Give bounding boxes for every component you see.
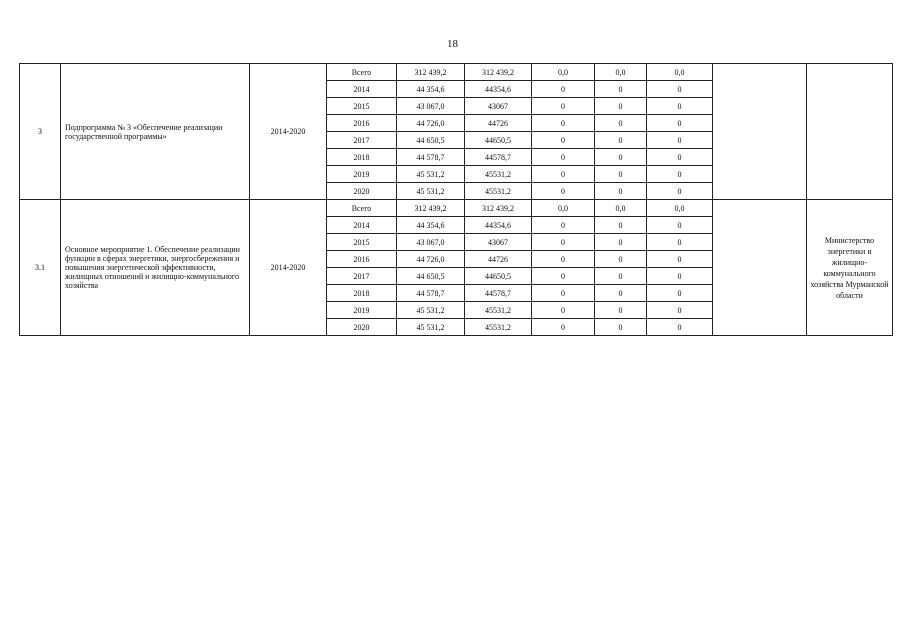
regional-budget-cell: 43067 (465, 98, 532, 115)
program-name-cell: Основное мероприятие 1. Обеспечение реализации функции в сферах энергетики, энергосбережения и повышения энергетической эффективности, жилищных отношений и жилищно-коммунального хозяйства (61, 200, 250, 336)
regional-budget-cell: 44354,6 (465, 81, 532, 98)
empty-indicator-cell (713, 200, 807, 336)
other-sources-cell: 0 (647, 166, 713, 183)
local-budget-cell: 0 (595, 166, 647, 183)
other-sources-cell: 0 (647, 183, 713, 200)
year-cell: 2020 (327, 319, 397, 336)
local-budget-cell: 0,0 (595, 64, 647, 81)
other-sources-cell: 0 (647, 217, 713, 234)
federal-budget-cell: 0 (532, 268, 595, 285)
federal-budget-cell: 0 (532, 234, 595, 251)
year-cell: 2018 (327, 149, 397, 166)
local-budget-cell: 0 (595, 285, 647, 302)
local-budget-cell: 0 (595, 251, 647, 268)
other-sources-cell: 0 (647, 234, 713, 251)
page-number: 18 (447, 38, 458, 50)
other-sources-cell: 0 (647, 251, 713, 268)
year-cell: 2019 (327, 302, 397, 319)
regional-budget-cell: 45531,2 (465, 183, 532, 200)
federal-budget-cell: 0 (532, 302, 595, 319)
regional-budget-cell: 44578,7 (465, 149, 532, 166)
budget-table (19, 63, 893, 336)
year-cell: 2018 (327, 285, 397, 302)
other-sources-cell: 0 (647, 268, 713, 285)
regional-budget-cell: 44726 (465, 115, 532, 132)
federal-budget-cell: 0 (532, 251, 595, 268)
table-row (20, 200, 893, 217)
local-budget-cell: 0 (595, 183, 647, 200)
empty-indicator-cell (713, 64, 807, 200)
regional-budget-cell: 44354,6 (465, 217, 532, 234)
federal-budget-cell: 0 (532, 115, 595, 132)
year-cell: 2016 (327, 251, 397, 268)
total-cell: 44 726,0 (397, 251, 465, 268)
other-sources-cell: 0,0 (647, 64, 713, 81)
year-cell: 2015 (327, 98, 397, 115)
total-cell: 44 650,5 (397, 268, 465, 285)
row-number-cell: 3 (20, 64, 61, 200)
total-cell: 43 067,0 (397, 98, 465, 115)
total-cell: 45 531,2 (397, 166, 465, 183)
other-sources-cell: 0 (647, 285, 713, 302)
period-cell: 2014-2020 (250, 200, 327, 336)
total-cell: 44 578,7 (397, 285, 465, 302)
year-cell: 2014 (327, 81, 397, 98)
federal-budget-cell: 0 (532, 132, 595, 149)
local-budget-cell: 0 (595, 81, 647, 98)
local-budget-cell: 0 (595, 302, 647, 319)
local-budget-cell: 0 (595, 268, 647, 285)
year-cell: 2017 (327, 132, 397, 149)
total-cell: 44 578,7 (397, 149, 465, 166)
other-sources-cell: 0 (647, 98, 713, 115)
local-budget-cell: 0 (595, 319, 647, 336)
other-sources-cell: 0 (647, 319, 713, 336)
federal-budget-cell: 0 (532, 217, 595, 234)
table-body (20, 64, 893, 336)
federal-budget-cell: 0 (532, 183, 595, 200)
total-cell: 45 531,2 (397, 302, 465, 319)
total-cell: 43 067,0 (397, 234, 465, 251)
total-cell: 312 439,2 (397, 200, 465, 217)
local-budget-cell: 0 (595, 234, 647, 251)
total-cell: 44 354,6 (397, 81, 465, 98)
local-budget-cell: 0 (595, 149, 647, 166)
year-cell: 2015 (327, 234, 397, 251)
year-cell: 2017 (327, 268, 397, 285)
row-number-cell: 3.1 (20, 200, 61, 336)
local-budget-cell: 0 (595, 217, 647, 234)
local-budget-cell: 0 (595, 115, 647, 132)
total-cell: 44 354,6 (397, 217, 465, 234)
federal-budget-cell: 0 (532, 285, 595, 302)
other-sources-cell: 0 (647, 132, 713, 149)
responsible-executor-cell: Министерство энергетики и жилищно-коммунального хозяйства Мурманской области (807, 200, 893, 336)
other-sources-cell: 0 (647, 115, 713, 132)
other-sources-cell: 0 (647, 81, 713, 98)
local-budget-cell: 0,0 (595, 200, 647, 217)
regional-budget-cell: 44726 (465, 251, 532, 268)
total-cell: 45 531,2 (397, 183, 465, 200)
federal-budget-cell: 0,0 (532, 200, 595, 217)
federal-budget-cell: 0 (532, 98, 595, 115)
regional-budget-cell: 44578,7 (465, 285, 532, 302)
federal-budget-cell: 0 (532, 149, 595, 166)
federal-budget-cell: 0 (532, 81, 595, 98)
regional-budget-cell: 45531,2 (465, 302, 532, 319)
program-name-cell: Подпрограмма № 3 «Обеспечение реализации государственной программы» (61, 64, 250, 200)
local-budget-cell: 0 (595, 132, 647, 149)
period-cell: 2014-2020 (250, 64, 327, 200)
federal-budget-cell: 0 (532, 319, 595, 336)
year-cell: 2014 (327, 217, 397, 234)
responsible-executor-cell (807, 64, 893, 200)
regional-budget-cell: 44650,5 (465, 132, 532, 149)
total-cell: 44 650,5 (397, 132, 465, 149)
other-sources-cell: 0 (647, 302, 713, 319)
regional-budget-cell: 45531,2 (465, 319, 532, 336)
total-cell: 45 531,2 (397, 319, 465, 336)
year-cell: 2016 (327, 115, 397, 132)
local-budget-cell: 0 (595, 98, 647, 115)
regional-budget-cell: 312 439,2 (465, 200, 532, 217)
regional-budget-cell: 43067 (465, 234, 532, 251)
total-cell: 44 726,0 (397, 115, 465, 132)
regional-budget-cell: 44650,5 (465, 268, 532, 285)
regional-budget-cell: 312 439,2 (465, 64, 532, 81)
federal-budget-cell: 0 (532, 166, 595, 183)
year-cell: Всего (327, 64, 397, 81)
other-sources-cell: 0,0 (647, 200, 713, 217)
regional-budget-cell: 45531,2 (465, 166, 532, 183)
year-cell: 2020 (327, 183, 397, 200)
total-cell: 312 439,2 (397, 64, 465, 81)
other-sources-cell: 0 (647, 149, 713, 166)
year-cell: Всего (327, 200, 397, 217)
year-cell: 2019 (327, 166, 397, 183)
federal-budget-cell: 0,0 (532, 64, 595, 81)
table-row (20, 64, 893, 81)
